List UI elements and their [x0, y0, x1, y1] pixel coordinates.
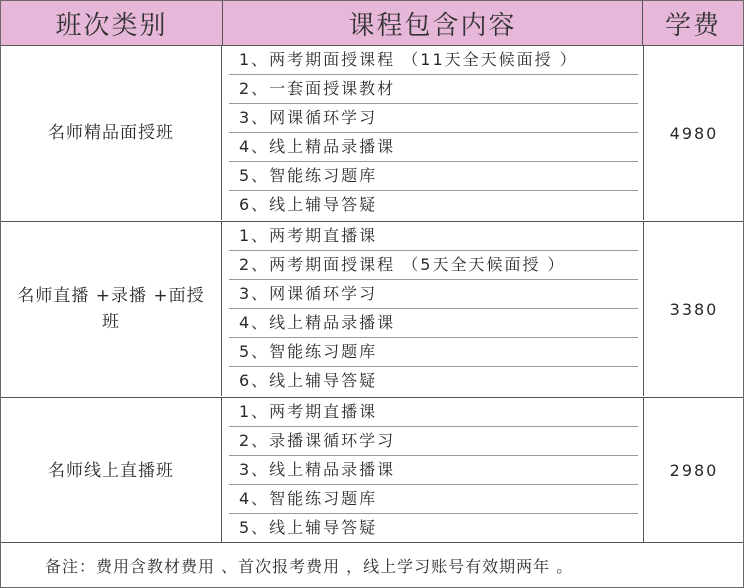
- footnote: 备注：费用含教材费用 、首次报考费用 ，线上学习账号有效期两年 。: [45, 556, 574, 576]
- course-item: 4、线上精品录播课: [229, 133, 638, 162]
- course-item: 2、录播课循环学习: [229, 427, 638, 456]
- course-item: 3、网课循环学习: [229, 104, 638, 133]
- course-item: 6、线上辅导答疑: [239, 195, 378, 214]
- course-item: 3、网课循环学习: [229, 280, 638, 309]
- fee-value: 3380: [643, 222, 744, 396]
- course-item: 1、两考期直播课: [229, 222, 638, 251]
- header-course-content: 课程包含内容: [223, 1, 643, 46]
- header-fee: 学费: [643, 1, 743, 46]
- header-class-type: 班次类别: [1, 1, 223, 46]
- course-item: 2、两考期面授课程 （5天全天候面授 ）: [229, 251, 638, 280]
- class-group-live-recorded-face: [1, 222, 743, 396]
- course-item: 4、智能练习题库: [229, 485, 638, 514]
- course-list: [223, 46, 642, 220]
- class-name: 名师线上直播班: [1, 398, 222, 543]
- course-item: 5、线上辅导答疑: [239, 518, 378, 537]
- course-item: 4、线上精品录播课: [229, 309, 638, 338]
- course-item: 1、两考期直播课: [229, 398, 638, 427]
- class-group-premium-face-to-face: [1, 46, 743, 220]
- course-item: 5、智能练习题库: [229, 162, 638, 191]
- fee-value: 4980: [643, 46, 744, 220]
- course-list: [223, 222, 642, 396]
- class-name: 名师直播 +录播 +面授班: [1, 222, 222, 396]
- course-item: 3、线上精品录播课: [229, 456, 638, 485]
- class-group-online-live: [1, 398, 743, 543]
- course-list: [223, 398, 642, 543]
- course-item: 2、一套面授课教材: [229, 75, 638, 104]
- course-item: 6、线上辅导答疑: [239, 371, 378, 390]
- class-name: 名师精品面授班: [1, 46, 222, 220]
- course-item: 5、智能练习题库: [229, 338, 638, 367]
- fee-value: 2980: [643, 398, 744, 543]
- course-item: 1、两考期面授课程 （11天全天候面授 ）: [229, 46, 638, 75]
